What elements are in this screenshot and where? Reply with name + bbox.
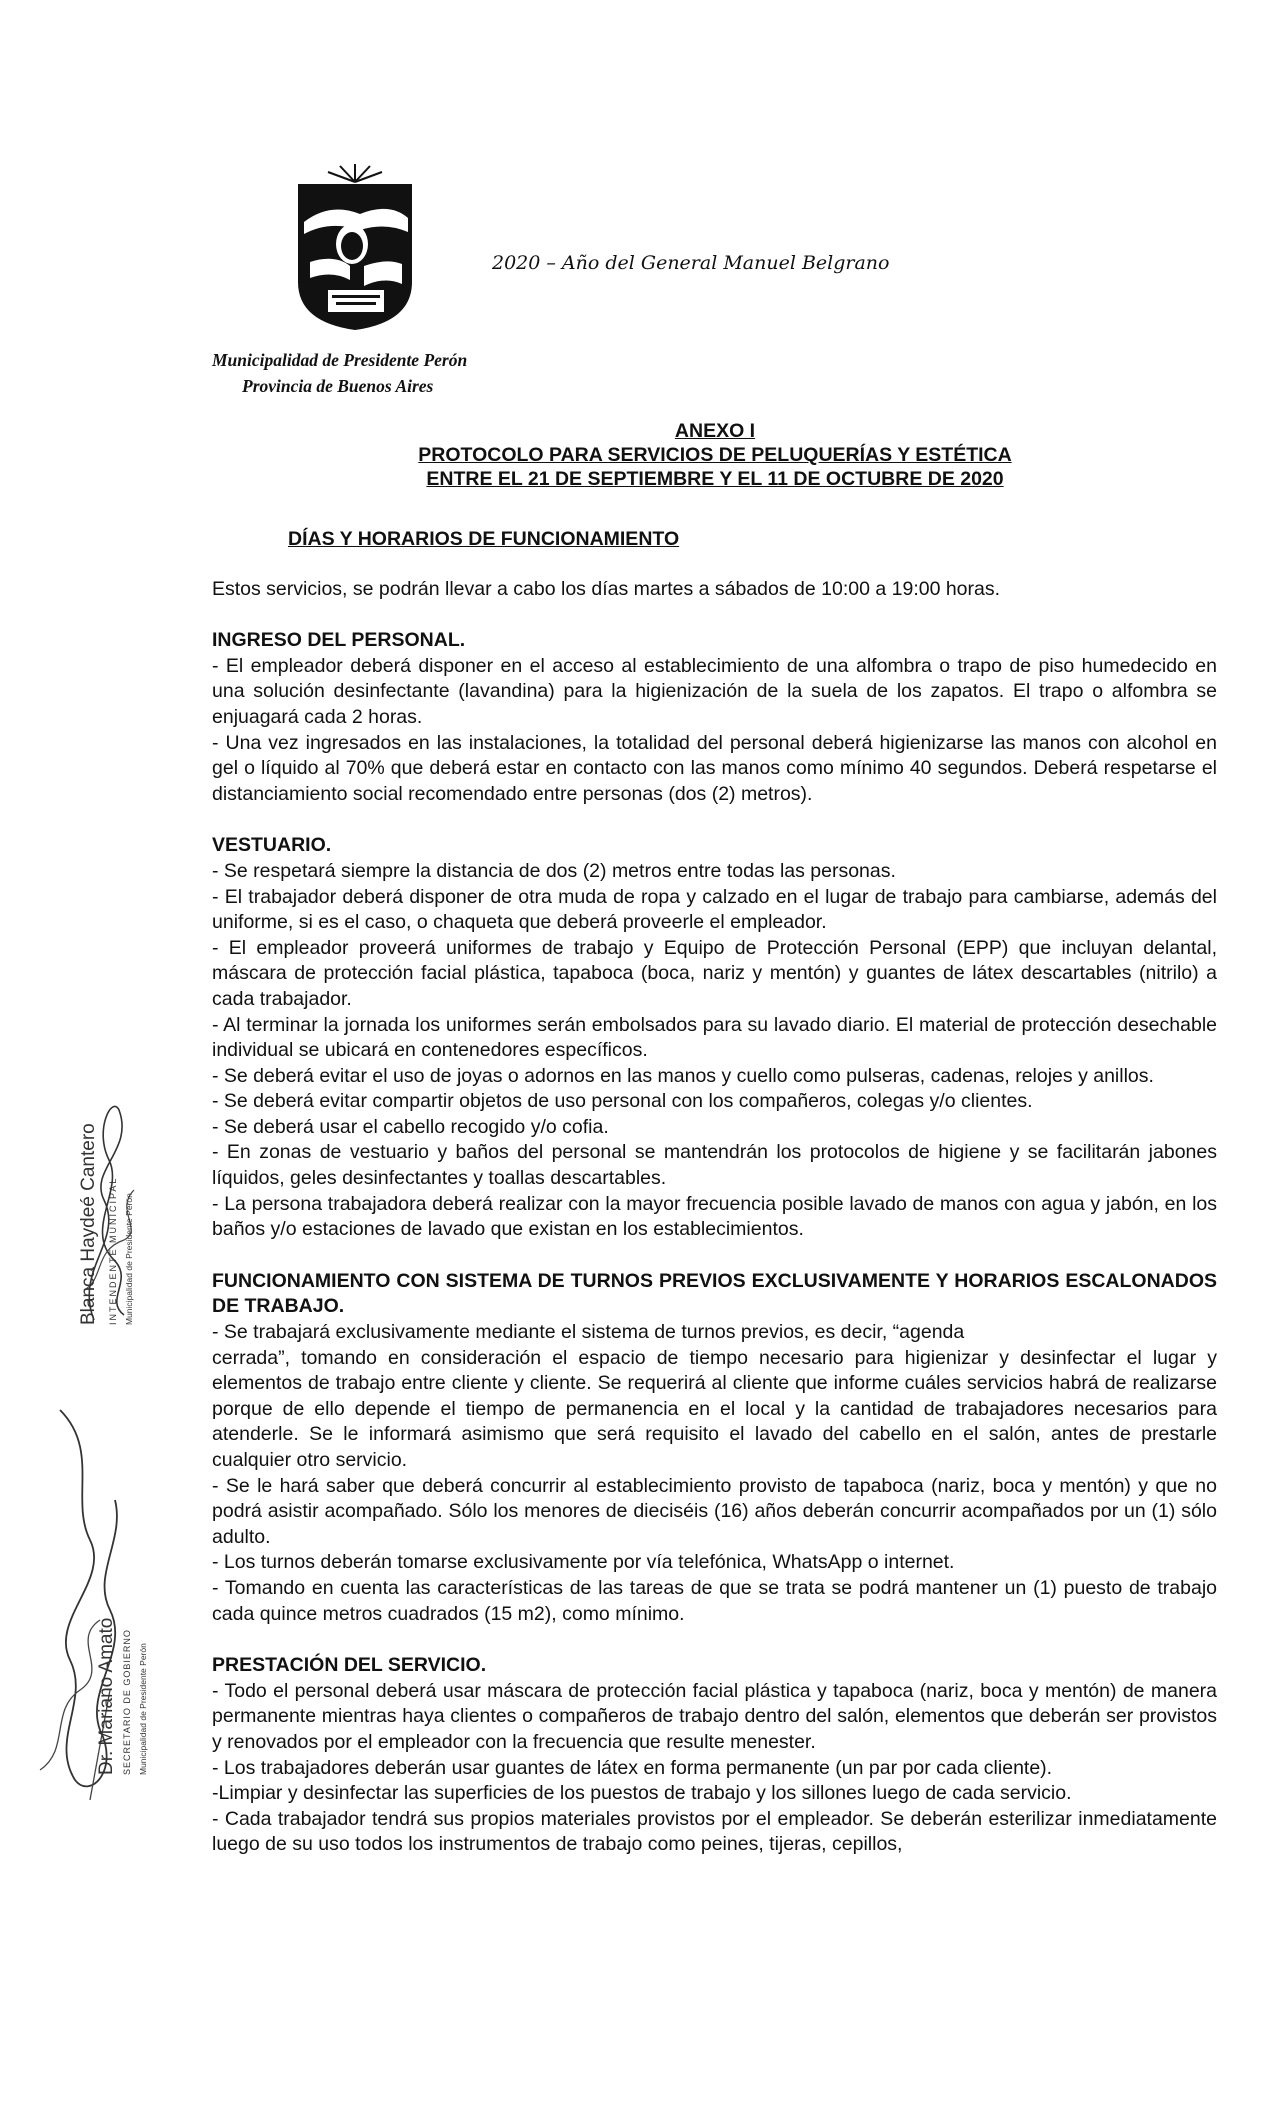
ingreso-item: - El empleador deberá disponer en el acceso al establecimiento de una alfombra o trapo de piso humedecido en una solución desinfectante (lavandina) para la higienización de la suela de los zapatos. El trapo o alfombra se enjuagará cada 2 horas. [212, 654, 1217, 728]
prestacion-item: -Limpiar y desinfectar las superficies de los puestos de trabajo y los sillones luego de cada servicio. [212, 1782, 1072, 1805]
stamp1-title: INTENDENTE MUNICIPAL [108, 1176, 118, 1325]
vestuario-item: - Se respetará siempre la distancia de dos (2) metros entre todas las personas. [212, 859, 896, 882]
stamp2-title: SECRETARIO DE GOBIERNO [122, 1629, 132, 1775]
vestuario-item: - Se deberá usar el cabello recogido y/o cofia. [212, 1115, 609, 1138]
turnos-item: - Los turnos deberán tomarse exclusivamente por vía telefónica, WhatsApp o internet. [212, 1551, 955, 1574]
document-body [212, 527, 1217, 1858]
stamp1-sub: Municipalidad de Presidente Perón [124, 1193, 134, 1325]
section-heading-vestuario: VESTUARIO. [212, 834, 332, 857]
secretario-stamp-signature [30, 1390, 180, 1810]
section-heading-prestacion: PRESTACIÓN DEL SERVICIO. [212, 1654, 487, 1677]
turnos-item-first-line: - Se trabajará exclusivamente mediante el sistema de turnos previos, es decir, “agenda [212, 1321, 965, 1344]
document-title [200, 419, 1230, 491]
vestuario-item: - En zonas de vestuario y baños del personal se mantendrán los protocolos de higiene y se facilitarán jabones líquidos, geles desinfectantes y toallas descartables. [212, 1141, 1217, 1190]
year-slogan: 2020 – Año del General Manuel Belgrano [492, 252, 890, 274]
stamp2-sub: Municipalidad de Presidente Perón [138, 1643, 148, 1775]
turnos-item-continuation: cerrada”, tomando en consideración el espacio de tiempo necesario para higienizar y desinfectar el lugar y elementos de trabajo entre cliente y cliente. Se requerirá al cliente que informe cuáles servicios habrá de realizarse porque de ello depende el tiempo de permanencia en el local y la cantidad de trabajadores necesarios para atenderle. Se le informará asimismo que será requisito el lavado del cabello en el salón, antes de prestarle cualquier otro servicio. [212, 1346, 1217, 1471]
section-heading-ingreso: INGRESO DEL PERSONAL. [212, 629, 466, 652]
section-heading-dias: DÍAS Y HORARIOS DE FUNCIONAMIENTO [288, 528, 680, 550]
turnos-item: - Se le hará saber que deberá concurrir al establecimiento provisto de tapaboca (nariz, boca y mentón) y que no podrá asistir acompañado. Sólo los menores de dieciséis (16) años deberán concurrir acompañados por un (1) sólo adulto. [212, 1474, 1217, 1548]
intendente-stamp-signature [64, 1090, 164, 1330]
ingreso-item: - Una vez ingresados en las instalaciones, la totalidad del personal deberá higienizarse las manos con alcohol en gel o líquido al 70% que deberá estar en contacto con las manos como mínimo 40 segundos. Deberá respetarse el distanciamiento social recomendado entre personas (dos (2) metros). [212, 731, 1217, 805]
province-name: Provincia de Buenos Aires [242, 376, 434, 396]
stamp2-name: Dr. Mariano Amato [96, 1617, 117, 1775]
dias-text: Estos servicios, se podrán llevar a cabo los días martes a sábados de 10:00 a 19:00 horas. [212, 577, 1001, 600]
vestuario-item: - Se deberá evitar compartir objetos de uso personal con los compañeros, colegas y/o clientes. [212, 1090, 1033, 1113]
protocol-title: PROTOCOLO PARA SERVICIOS DE PELUQUERÍAS Y ESTÉTICA [418, 444, 1012, 466]
prestacion-item: - Todo el personal deberá usar máscara de protección facial plástica y tapaboca (nariz, boca y mentón) de manera permanente mientras haya clientes o compañeros de trabajo dentro del salón, elementos que deberán ser provistos y renovados por el empleador con la frecuencia que resulte menester. [212, 1679, 1217, 1753]
prestacion-item: - Los trabajadores deberán usar guantes de látex en forma permanente (un par por cada cliente). [212, 1756, 1053, 1779]
turnos-item: - Tomando en cuenta las características de las tareas de que se trata se podrá mantener un (1) puesto de trabajo cada quince metros cuadrados (15 m2), como mínimo. [212, 1576, 1217, 1625]
municipality-header [212, 347, 467, 399]
dates-title: ENTRE EL 21 DE SEPTIEMBRE Y EL 11 DE OCTUBRE DE 2020 [426, 468, 1004, 490]
stamp1-name: Blanca Haydeé Cantero [78, 1123, 99, 1325]
vestuario-item: - La persona trabajadora deberá realizar con la mayor frecuencia posible lavado de manos con agua y jabón, en los baños y/o estaciones de lavado que existan en los establecimientos. [212, 1192, 1217, 1241]
vestuario-item: - El trabajador deberá disponer de otra muda de ropa y calzado en el lugar de trabajo para cambiarse, además del uniforme, si es el caso, o chaqueta que deberá proveerle el empleador. [212, 885, 1217, 934]
annex-title: ANEXO I [674, 420, 756, 442]
municipality-name: Municipalidad de Presidente Perón [212, 350, 468, 370]
vestuario-item: - Al terminar la jornada los uniformes serán embolsados para su lavado diario. El material de protección desechable individual se ubicará en contenedores específicos. [212, 1013, 1217, 1062]
prestacion-item: - Cada trabajador tendrá sus propios materiales provistos por el empleador. Se deberán esterilizar inmediatamente luego de su uso todos los instrumentos de trabajo como peines, tijeras, cepillos, [212, 1807, 1217, 1856]
vestuario-item: - El empleador proveerá uniformes de trabajo y Equipo de Protección Personal (EPP) que incluyan delantal, máscara de protección facial plástica, tapaboca (boca, nariz y mentón) y guantes de látex descartables (nitrilo) a cada trabajador. [212, 936, 1217, 1010]
section-heading-turnos: FUNCIONAMIENTO CON SISTEMA DE TURNOS PREVIOS EXCLUSIVAMENTE Y HORARIOS ESCALONADOS DE TRABAJO. [212, 1269, 1217, 1318]
vestuario-item: - Se deberá evitar el uso de joyas o adornos en las manos y cuello como pulseras, cadenas, relojes y anillos. [212, 1064, 1154, 1087]
municipal-crest-logo [290, 162, 420, 332]
